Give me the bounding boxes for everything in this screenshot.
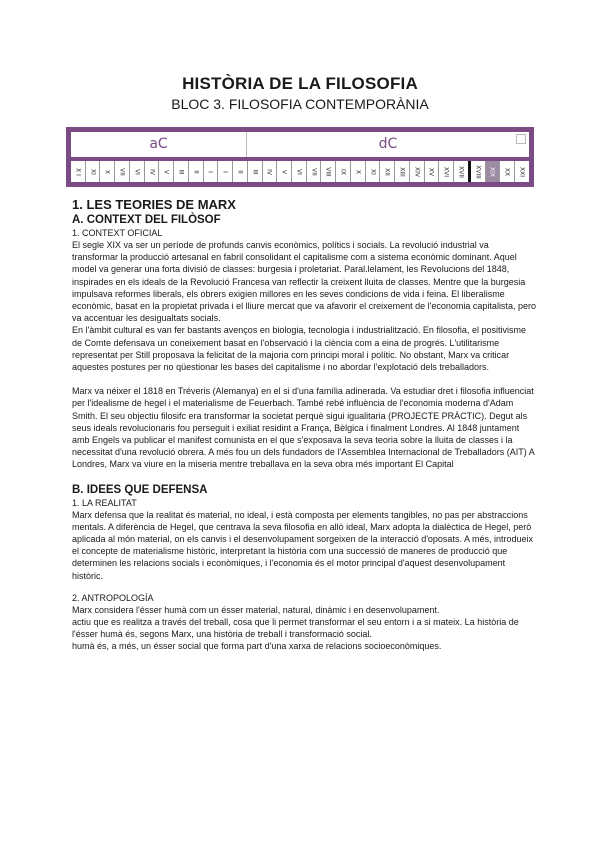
timeline-century-cell [233,161,248,182]
timeline-century-label: I [221,170,229,173]
timeline-era-row [71,132,529,157]
timeline-century-cell [380,161,395,182]
timeline-century-cell [307,161,322,182]
reality-paragraph: Marx defensa que la realitat és material, no ideal, i està composta per elements tangibles, no pas per abstraccions mentals. A diferència de Hegel, que centrava la seva filosofia en allò ideal, Marx adopta la dialèctica de Hegel, però aplicada al món material, on els canvis i el desenvolupament sorgeixen de la interacció d'oposats. A més, introdueix el concepte de materialisme històric, interpretant la història com una successió de maneres de producció que determinen les relacions socials i econòmiques, i l'economia és el motor principal d'aquest desenvolupament històric. [72,509,533,581]
timeline-century-cell [100,161,115,182]
timeline-century-label: XVII [457,165,465,178]
timeline-era-ad [247,132,529,157]
timeline-century-cell [321,161,336,182]
timeline-century-cell [130,161,145,182]
timeline-century-label: IV [265,168,273,175]
timeline-century-cell [277,161,292,182]
timeline-era-ad-label: dC [378,136,398,152]
timeline-century-label: XI [89,168,97,175]
timeline-century-label: XIII [398,166,406,177]
timeline-era-bc [71,132,247,157]
biography-paragraph: Marx va néixer el 1818 en Tréveris (Alemanya) en el si d'una família adinerada. Va estudiar dret i filosofia influenciat per l'idealisme de hegel i el materialisme de Feuerbach. També rebé influència de l'economia moderna d'Adam Smith. El seu objectiu filosifc era transformar la societat perquè sigui igualitaria (PROJECTE PRÀCTIC). Degut als seus ideals revolucionaris fou perseguit i exiliat residint a França, Bèlgica i finalment Londres. Al 1848 juntament amb Engels va publicar el manifest comunista en el que s'exposava la seva teoria sobre la lluita de classes i la necessitat d'una revolució obrera. A més fou un dels fundadors de l'Assemblea Internacional de Treballadors (AIT) A Londres, Marx va viure en la miseria mentre treballava en la seva obra més important El Capital [72,386,535,470]
timeline-century-cell [174,161,189,182]
timeline-century-label: XII [383,167,391,176]
timeline-century-cell [410,161,425,182]
timeline-century-label: X I [74,167,82,176]
timeline-century-label: X [354,169,362,174]
timeline-century-label: VIII [324,166,332,177]
timeline-century-label: XXI [518,166,526,177]
timeline-century-label: III [177,168,185,175]
timeline-centuries [71,161,529,182]
timeline-century-cell [115,161,130,182]
timeline-century-label: XVIII [474,164,482,179]
timeline-century-cell [292,161,307,182]
timeline-century-label: IV [148,168,156,175]
subsection-a-heading: A. CONTEXT DEL FILÒSOF [72,214,221,226]
timeline-century-cell [439,161,454,182]
timeline-century-cell [425,161,440,182]
timeline-century-label: III [251,168,259,175]
timeline-century-label: I [206,170,214,173]
document-title: HISTÒRIA DE LA FILOSOFIA [182,74,418,93]
timeline-century-cell [486,161,501,182]
timeline-century-label: XVI [442,166,450,177]
timeline-century-cell [336,161,351,182]
timeline-century-label: II [192,169,200,174]
timeline-century-cell [351,161,366,182]
timeline-century-cell [204,161,219,182]
timeline-century-label: II [236,169,244,174]
timeline-century-label: IX [339,168,347,175]
timeline-century-label: XI [369,168,377,175]
document-subtitle: BLOC 3. FILOSOFIA CONTEMPORÀNIA [171,96,429,112]
timeline-era-bc-label: aC [149,136,168,152]
timeline-century-cell [471,161,486,182]
timeline-century-label: XIX [488,166,496,177]
timeline-century-cell [218,161,233,182]
timeline-century-cell [71,161,86,182]
timeline-century-cell [248,161,263,182]
timeline-century-cell [454,161,471,182]
timeline-century-label: VI [295,168,303,175]
timeline-century-cell [86,161,101,182]
timeline-century-cell [263,161,278,182]
main-content [72,197,536,653]
subsection-b-heading: B. IDEES QUE DEFENSA [72,483,208,496]
timeline-century-label: XX [503,167,511,176]
timeline-century-label: VII [118,167,126,176]
timeline-century-cell [395,161,410,182]
timeline-century-label: V [162,169,170,174]
timeline-century-label: VII [310,167,318,176]
century-timeline [66,127,534,187]
subsection-b1-subtitle: 1. LA REALITAT [72,497,137,508]
timeline-century-label: V [280,169,288,174]
timeline-century-label: VI [133,168,141,175]
anthropology-line-2: actiu que es realitza a través del treball, cosa que li permet transformar el seu entorn i a si mateix. La història de l'ésser humà és, segons Marx, una història de treball i transformació social. [72,617,519,640]
timeline-century-cell [515,161,529,182]
timeline-century-cell [500,161,515,182]
timeline-century-label: XIV [413,166,421,177]
timeline-century-cell [366,161,381,182]
subsection-a-subtitle: 1. CONTEXT OFICIAL [72,228,163,238]
anthropology-line-1: Marx considera l'ésser humà com un ésser material, natural, dinàmic i en desenvolupament. [72,604,440,615]
timeline-century-label: XV [427,167,435,176]
timeline-century-cell [145,161,160,182]
timeline-century-cell [159,161,174,182]
timeline-century-label: X [103,169,111,174]
section-heading: 1. LES TEORIES DE MARX [72,197,236,212]
anthropology-line-3: humà és, a més, un ésser social que forma part d'una xarxa de relacions socioeconòmiques. [72,641,442,652]
corner-mark-icon [516,134,526,144]
context-paragraph-1: El segle XIX va ser un període de profunds canvis econòmics, polítics i socials. La revolució industrial va transformar la producció artesanal en fabril consolidant el capitalisme com a sistema econòmic dominant. Aquel model va generar una forta divisió de classes: burgesia i proletariat. Paral.lelament, les Revolucions del 1848, inspirades en els ideals de la Revolució Francesa van reflectir la creixent lluita de classes. Mentre que la burgesia impulsava reformes liberals, els obrers exigien millores en les seves condicions de vida i feina. El liberalisme econòmic, basat en la propietat privada i el lliure mercat que va afavorir el creixement de l'economia capitalista, pero va accentuar les desigualtats socials. [72,240,536,324]
context-paragraph-2: En l'àmbit cultural es van fer bastants avenços en biologia, tecnologia i industrialització. En filosofia, el positivisme de Comte defensava un coneixement basat en l'observació i la ciència com a eina de progrés. L'utilitarisme representat per Still proposava la felicitat de la majoria com principi moral i polític. No obstant, Marx va criticar aquestes postures per no qüestionar les bases del capitalisme i no abordar l'explotació dels treballadors. [72,325,526,373]
subsection-b2-subtitle: 2. ANTROPOLOGÍA [72,592,154,603]
timeline-century-cell [189,161,204,182]
